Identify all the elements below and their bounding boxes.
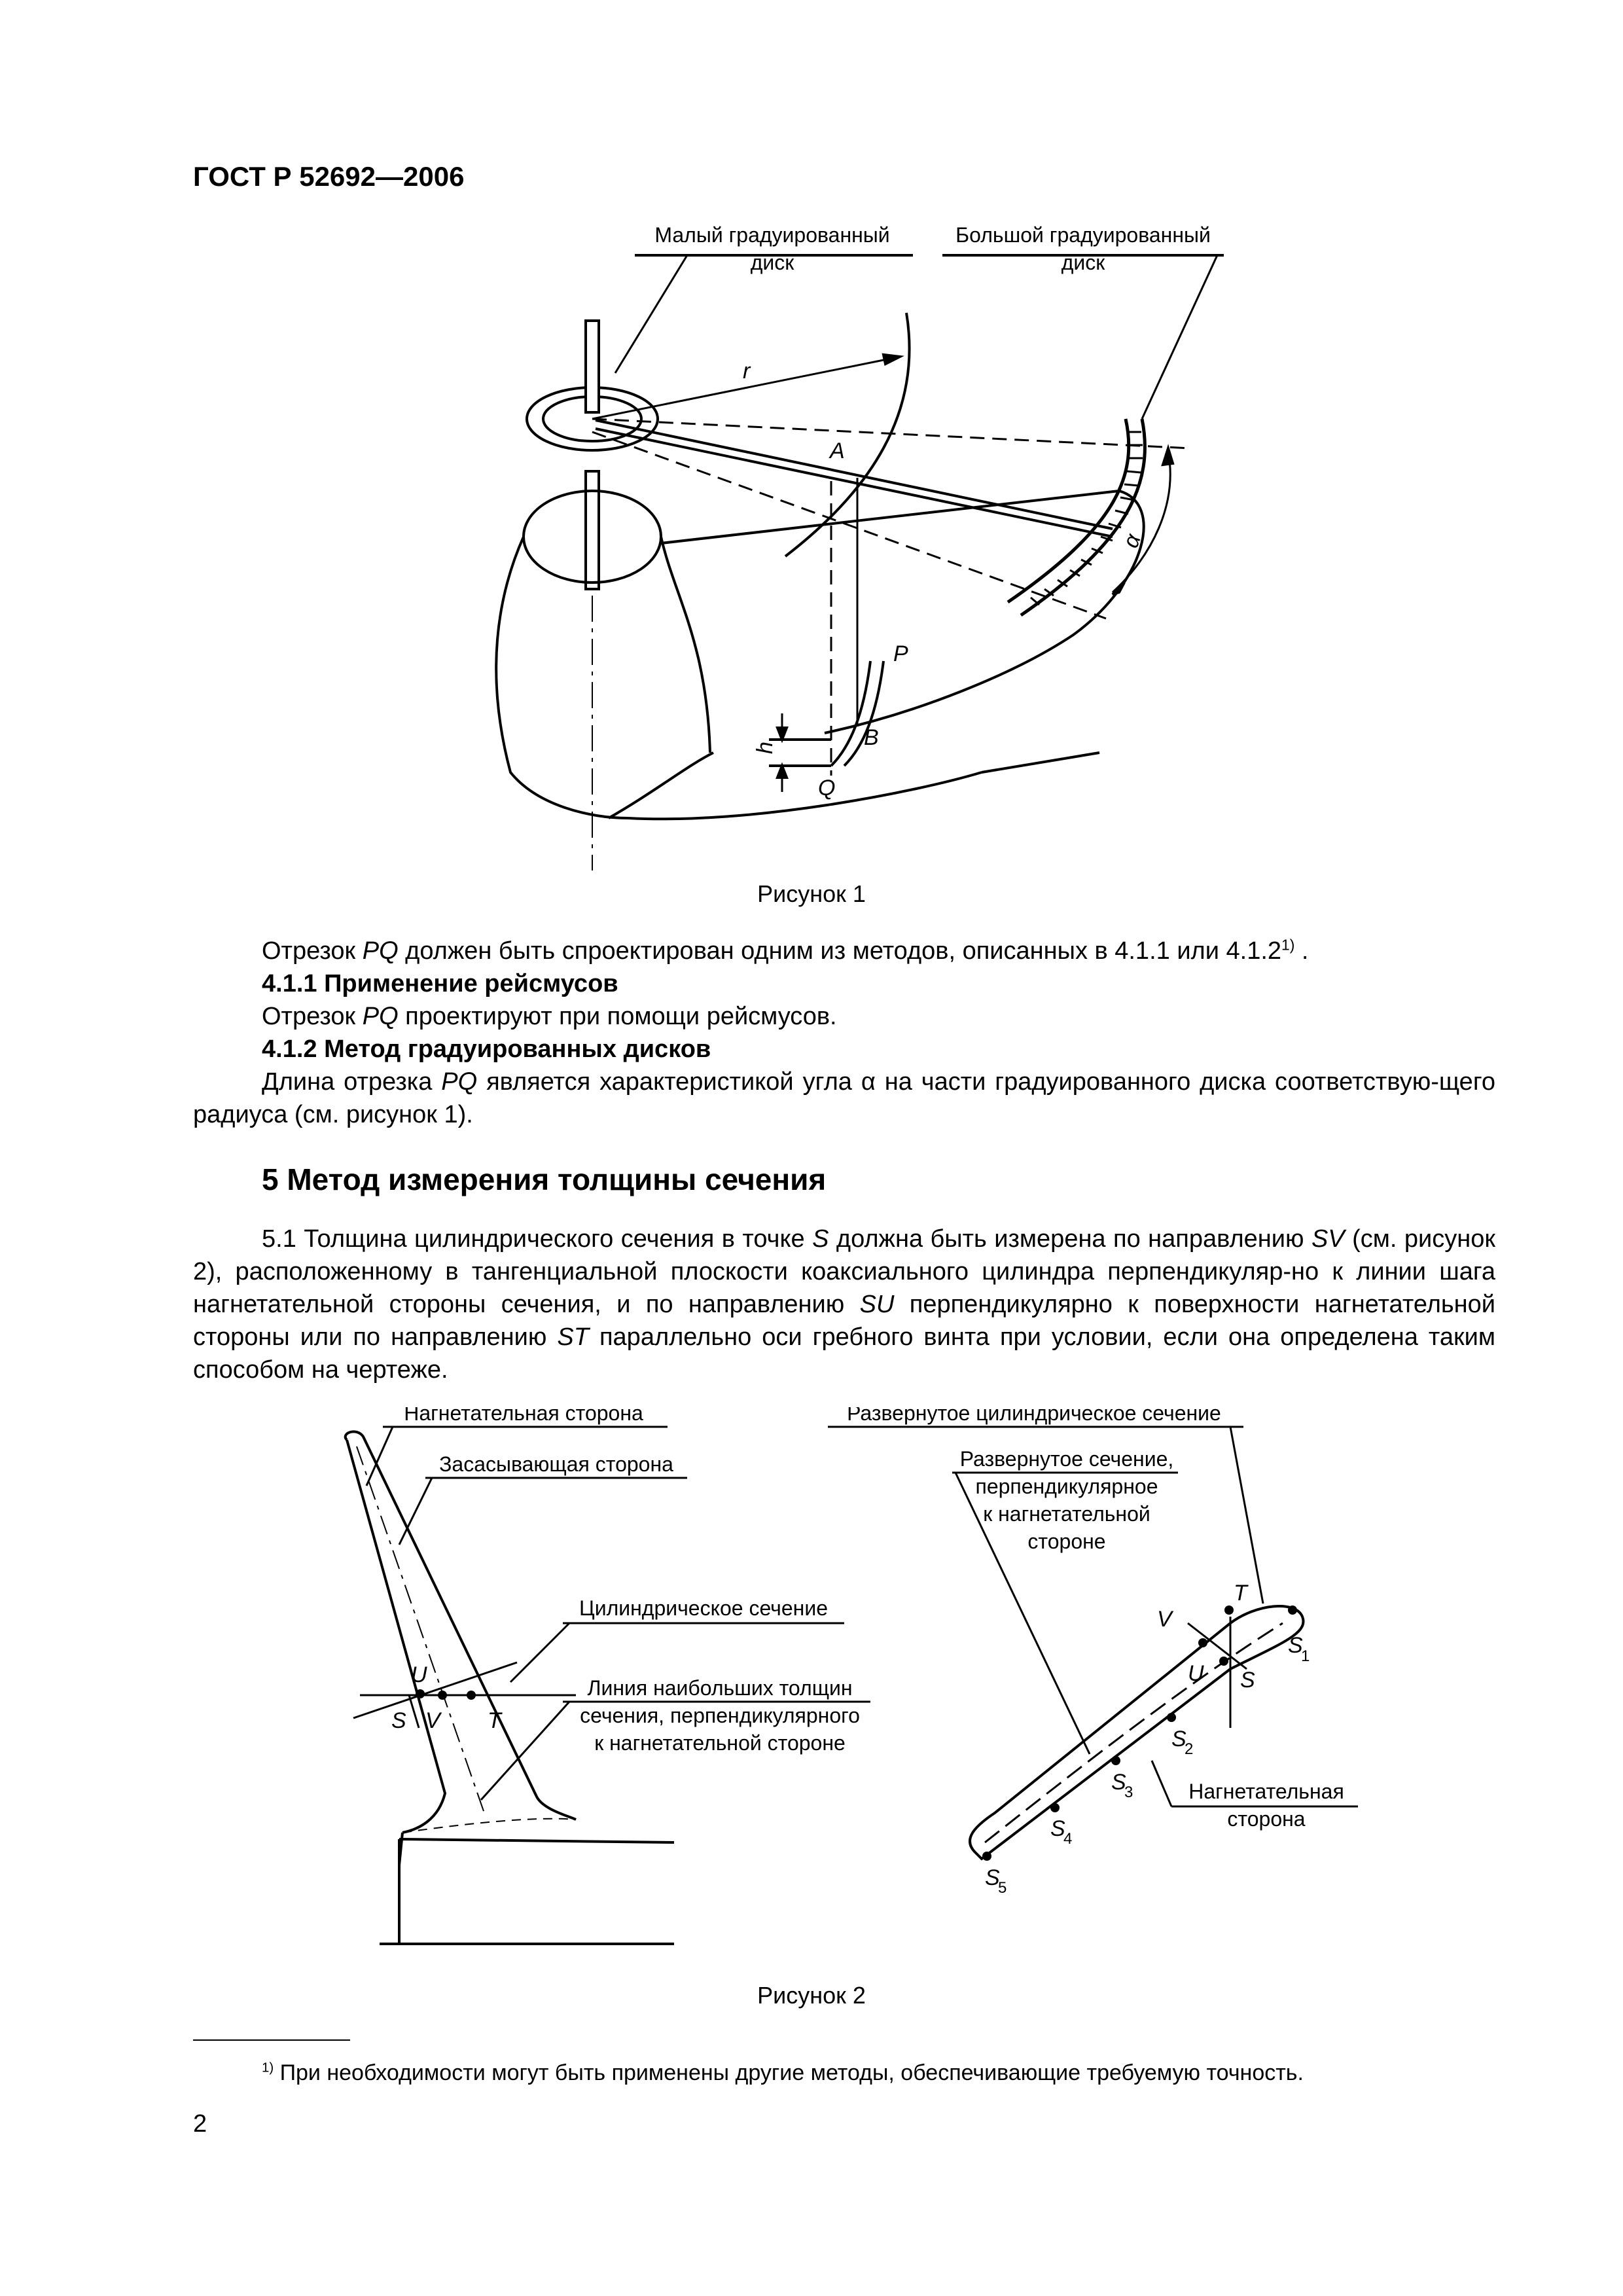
heading-4-1-2: 4.1.2 Метод градуированных дисков (262, 1035, 711, 1063)
fig2-right-letter-u: U (1188, 1661, 1204, 1686)
fig2-right-letter-v: V (1157, 1607, 1172, 1632)
figure-1-drawing (0, 216, 1623, 884)
fig2-sub-2: 2 (1185, 1740, 1194, 1758)
fig2-letter-s5: S (985, 1865, 1000, 1890)
s4-line2-a: Отрезок (262, 1003, 363, 1030)
s4-line2-pq: PQ (362, 1003, 399, 1030)
s5-sv: SV (1311, 1225, 1345, 1253)
fig2-left-letter-v: V (425, 1708, 440, 1733)
fig1-small-disk-label-line1: Малый градуированный (654, 223, 890, 247)
fig1-small-disk-label-line2: диск (750, 251, 794, 274)
fig2-left-letter-s: S (391, 1708, 406, 1733)
figure-2-caption: Рисунок 2 (757, 1982, 866, 2009)
fig2-label-pressure-side: Нагнетательная сторона (404, 1407, 643, 1425)
s5-b: должна быть измерена по направлению (829, 1225, 1311, 1253)
s5-su: SU (859, 1291, 895, 1318)
fig2-label-pressure-side-2a: Нагнетательная (1188, 1780, 1344, 1803)
s4-line3-alpha: α (861, 1068, 876, 1096)
s4-line1-c: . (1294, 937, 1309, 965)
s4-line3-c: на части градуированного диска соответствую-щего радиуса (см. рисунок 1). (193, 1068, 1495, 1128)
page-number: 2 (193, 2110, 207, 2138)
fig2-letter-s2: S (1171, 1727, 1186, 1751)
s5-d: перпендикулярно к поверхности нагнетательной стороны или по направлению (193, 1291, 1496, 1351)
figure-2 (0, 1407, 1623, 1977)
s4-line1-footnote-ref[interactable]: 1) (1281, 936, 1295, 954)
fig2-sub-5: 5 (998, 1879, 1007, 1897)
fig1-letter-r: r (743, 359, 751, 384)
fig2-label-pressure-side-2b: сторона (1227, 1807, 1306, 1831)
fig1-letter-b: B (864, 725, 879, 750)
figure-1-caption: Рисунок 1 (757, 880, 866, 907)
s4-line3-b: является характеристикой угла (477, 1068, 861, 1096)
fig2-label-suction-side: Засасывающая сторона (439, 1452, 673, 1476)
fig2-letter-s4: S (1050, 1816, 1065, 1841)
figure-1 (0, 216, 1623, 884)
footnote-text: При необходимости могут быть применены другие методы, обеспечивающие требуемую точность. (274, 2060, 1304, 2085)
s5-a: 5.1 Толщина цилиндрического сечения в точке (262, 1225, 813, 1253)
s5-s: S (812, 1225, 829, 1253)
s5-c: (см. рисунок 2), расположенному в тангенциальной плоскости коаксиального цилиндра перпендикуляр-но к линии шага нагнетательной стороны сечения, и по направлению (193, 1225, 1495, 1318)
page-header: ГОСТ Р 52692—2006 (193, 161, 465, 192)
figure-2-drawing (0, 1407, 1623, 1977)
heading-4-1-1: 4.1.1 Применение рейсмусов (262, 970, 618, 997)
fig2-sub-3: 3 (1124, 1784, 1133, 1801)
fig2-right-letter-t: T (1234, 1581, 1247, 1605)
fig2-label-cyl-section: Цилиндрическое сечение (579, 1596, 828, 1620)
s4-line3-a: Длина отрезка (262, 1068, 442, 1096)
fig2-label-unrolled-perp-1: Развернутое сечение, (959, 1447, 1174, 1471)
footnote-marker: 1) (262, 2060, 274, 2075)
s4-line3-pq: PQ (441, 1068, 478, 1096)
fig2-label-unrolled-section: Развернутое цилиндрическое сечение (847, 1407, 1221, 1425)
fig2-left-letter-u: U (411, 1662, 427, 1687)
fig2-label-max-thick-2: сечения, перпендикулярного (580, 1704, 860, 1727)
s4-line1-a: Отрезок (262, 937, 363, 965)
s4-line2-b: проектируют при помощи рейсмусов. (398, 1003, 837, 1030)
section-5-paragraph (193, 1223, 1495, 1386)
fig2-letter-s1: S (1288, 1633, 1303, 1658)
fig2-sub-4: 4 (1063, 1830, 1073, 1848)
fig2-label-unrolled-perp-2: перпендикулярное (975, 1475, 1158, 1498)
fig1-big-disk-label-line2: диск (1061, 251, 1105, 274)
fig1-letter-q: Q (818, 776, 836, 800)
s5-st: ST (557, 1323, 589, 1351)
fig2-left-letter-t: T (488, 1708, 501, 1733)
fig2-label-unrolled-perp-4: стороне (1027, 1530, 1106, 1553)
fig1-big-disk-label-line1: Большой градуированный (955, 223, 1211, 247)
fig2-label-max-thick-1: Линия наибольших толщин (587, 1676, 853, 1700)
s5-e: параллельно оси гребного винта при условии, если она определена таким способом на чертеже. (193, 1323, 1495, 1384)
fig2-letter-s3: S (1111, 1770, 1126, 1795)
fig2-sub-1: 1 (1301, 1647, 1310, 1665)
fig1-letter-a: A (830, 439, 845, 463)
footnote-separator (193, 2039, 350, 2041)
fig2-right-letter-s: S (1240, 1668, 1255, 1693)
fig1-letter-alpha: α (1118, 530, 1146, 552)
footnote (262, 2060, 1304, 2086)
fig2-label-unrolled-perp-3: к нагнетательной (983, 1502, 1150, 1526)
s4-line1-b: должен быть спроектирован одним из методов, описанных в 4.1.1 или 4.1.2 (398, 937, 1282, 965)
fig1-letter-h: h (753, 742, 777, 754)
section-5-heading: 5 Метод измерения толщины сечения (262, 1162, 827, 1196)
s4-line1-pq: PQ (362, 937, 399, 965)
section-4-text (193, 935, 1495, 1131)
fig2-label-max-thick-3: к нагнетательной стороне (594, 1731, 846, 1755)
fig1-letter-p: P (893, 641, 908, 666)
